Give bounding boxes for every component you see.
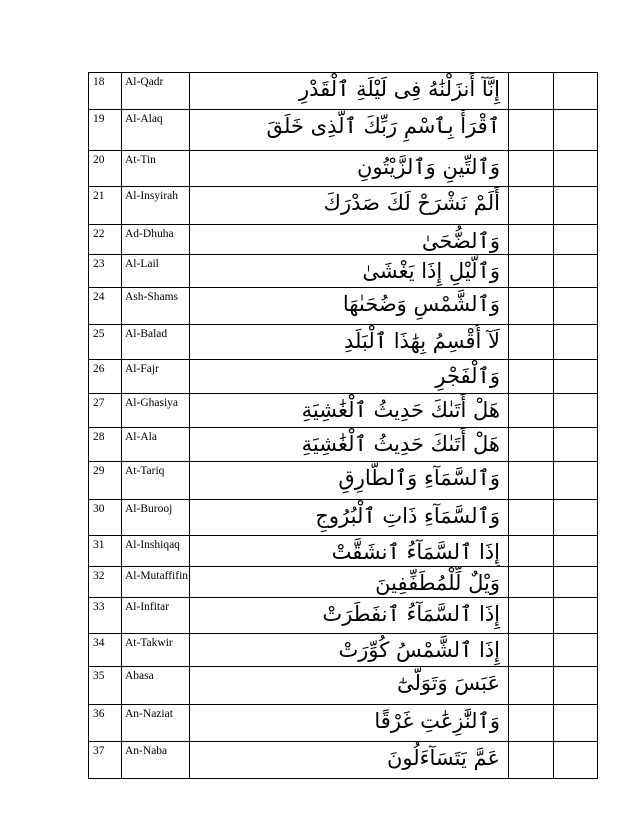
arabic-verse: هَلْ أَتَىٰكَ حَدِيثُ ٱلْغَٰشِيَةِ: [190, 428, 509, 462]
table-row: [89, 255, 598, 288]
empty-cell: [509, 225, 554, 255]
empty-cell: [509, 255, 554, 288]
surah-number: 29: [89, 462, 122, 500]
empty-cell: [509, 428, 554, 462]
surah-name: At-Tariq: [122, 462, 190, 500]
table-body: [89, 73, 598, 779]
empty-cell: [554, 325, 598, 360]
empty-cell: [509, 394, 554, 428]
empty-cell: [554, 360, 598, 394]
surah-name: Al-Insyirah: [122, 187, 190, 225]
surah-number: 28: [89, 428, 122, 462]
surah-name: Al-Lail: [122, 255, 190, 288]
arabic-verse: إِنَّآ أَنزَلْنَٰهُ فِى لَيْلَةِ ٱلْقَدْرِ: [190, 73, 509, 110]
table-row: [89, 462, 598, 500]
table-row: [89, 225, 598, 255]
empty-cell: [554, 394, 598, 428]
table-row: [89, 667, 598, 705]
table-row: [89, 288, 598, 325]
surah-name: Al-Mutaffifin: [122, 567, 190, 598]
table-row: [89, 325, 598, 360]
surah-name: Al-Qadr: [122, 73, 190, 110]
table-row: [89, 428, 598, 462]
surah-number: 30: [89, 500, 122, 536]
surah-name: Al-Inshiqaq: [122, 536, 190, 567]
table-row: [89, 110, 598, 151]
empty-cell: [554, 634, 598, 667]
surah-number: 20: [89, 151, 122, 187]
arabic-verse: وَٱلَّيْلِ إِذَا يَغْشَىٰ: [190, 255, 509, 288]
empty-cell: [554, 705, 598, 742]
table-row: [89, 634, 598, 667]
surah-name: Al-Burooj: [122, 500, 190, 536]
empty-cell: [509, 462, 554, 500]
empty-cell: [509, 151, 554, 187]
surah-number: 33: [89, 598, 122, 634]
empty-cell: [554, 500, 598, 536]
surah-number: 31: [89, 536, 122, 567]
surah-number: 35: [89, 667, 122, 705]
empty-cell: [554, 428, 598, 462]
table-row: [89, 536, 598, 567]
surah-name: Al-Ghasiya: [122, 394, 190, 428]
surah-number: 36: [89, 705, 122, 742]
arabic-verse: لَآ أُقْسِمُ بِهَٰذَا ٱلْبَلَدِ: [190, 325, 509, 360]
surah-number: 24: [89, 288, 122, 325]
arabic-verse: إِذَا ٱلسَّمَآءُ ٱنشَقَّتْ: [190, 536, 509, 567]
surah-number: 21: [89, 187, 122, 225]
surah-name: Ash-Shams: [122, 288, 190, 325]
empty-cell: [509, 667, 554, 705]
empty-cell: [554, 742, 598, 779]
surah-number: 19: [89, 110, 122, 151]
surah-number: 27: [89, 394, 122, 428]
arabic-verse: عَبَسَ وَتَوَلَّىٰٓ: [190, 667, 509, 705]
empty-cell: [509, 110, 554, 151]
empty-cell: [509, 73, 554, 110]
surah-name: An-Naba: [122, 742, 190, 779]
surah-name: An-Naziat: [122, 705, 190, 742]
arabic-verse: وَٱلتِّينِ وَٱلزَّيْتُونِ: [190, 151, 509, 187]
empty-cell: [509, 325, 554, 360]
table-row: [89, 705, 598, 742]
surah-name: Al-Balad: [122, 325, 190, 360]
empty-cell: [554, 151, 598, 187]
arabic-verse: ٱقْرَأْ بِٱسْمِ رَبِّكَ ٱلَّذِى خَلَقَ: [190, 110, 509, 151]
surah-number: 34: [89, 634, 122, 667]
empty-cell: [509, 187, 554, 225]
table-row: [89, 394, 598, 428]
empty-cell: [509, 536, 554, 567]
surah-name: Al-Ala: [122, 428, 190, 462]
surah-name: At-Tin: [122, 151, 190, 187]
empty-cell: [554, 462, 598, 500]
table-row: [89, 151, 598, 187]
surah-name: Al-Fajr: [122, 360, 190, 394]
table-row: [89, 598, 598, 634]
empty-cell: [509, 598, 554, 634]
arabic-verse: وَٱلسَّمَآءِ وَٱلطَّارِقِ: [190, 462, 509, 500]
table-row: [89, 567, 598, 598]
empty-cell: [509, 360, 554, 394]
empty-cell: [554, 110, 598, 151]
empty-cell: [509, 567, 554, 598]
surah-number: 32: [89, 567, 122, 598]
empty-cell: [554, 567, 598, 598]
surah-number: 22: [89, 225, 122, 255]
empty-cell: [554, 225, 598, 255]
arabic-verse: وَٱلسَّمَآءِ ذَاتِ ٱلْبُرُوجِ: [190, 500, 509, 536]
arabic-verse: عَمَّ يَتَسَآءَلُونَ: [190, 742, 509, 779]
table-row: [89, 742, 598, 779]
arabic-verse: إِذَا ٱلسَّمَآءُ ٱنفَطَرَتْ: [190, 598, 509, 634]
empty-cell: [509, 705, 554, 742]
surah-number: 26: [89, 360, 122, 394]
surah-table: [88, 72, 598, 779]
empty-cell: [554, 536, 598, 567]
arabic-verse: وَٱلشَّمْسِ وَضُحَىٰهَا: [190, 288, 509, 325]
surah-name: At-Takwir: [122, 634, 190, 667]
empty-cell: [554, 598, 598, 634]
table-row: [89, 187, 598, 225]
surah-name: Al-Alaq: [122, 110, 190, 151]
arabic-verse: وَٱلنَّٰزِعَٰتِ غَرْقًا: [190, 705, 509, 742]
empty-cell: [509, 742, 554, 779]
empty-cell: [554, 73, 598, 110]
table-row: [89, 500, 598, 536]
empty-cell: [509, 500, 554, 536]
surah-name: Abasa: [122, 667, 190, 705]
empty-cell: [554, 288, 598, 325]
arabic-verse: أَلَمْ نَشْرَحْ لَكَ صَدْرَكَ: [190, 187, 509, 225]
table-row: [89, 73, 598, 110]
empty-cell: [554, 667, 598, 705]
arabic-verse: وَٱلضُّحَىٰ: [190, 225, 509, 255]
arabic-verse: وَٱلْفَجْرِ: [190, 360, 509, 394]
empty-cell: [554, 187, 598, 225]
empty-cell: [509, 634, 554, 667]
table-row: [89, 360, 598, 394]
surah-number: 25: [89, 325, 122, 360]
empty-cell: [554, 255, 598, 288]
arabic-verse: إِذَا ٱلشَّمْسُ كُوِّرَتْ: [190, 634, 509, 667]
surah-name: Al-Infitar: [122, 598, 190, 634]
arabic-verse: وَيْلٌ لِّلْمُطَفِّفِينَ: [190, 567, 509, 598]
surah-name: Ad-Dhuha: [122, 225, 190, 255]
empty-cell: [509, 288, 554, 325]
arabic-verse: هَلْ أَتَىٰكَ حَدِيثُ ٱلْغَٰشِيَةِ: [190, 394, 509, 428]
surah-number: 18: [89, 73, 122, 110]
surah-number: 37: [89, 742, 122, 779]
surah-number: 23: [89, 255, 122, 288]
